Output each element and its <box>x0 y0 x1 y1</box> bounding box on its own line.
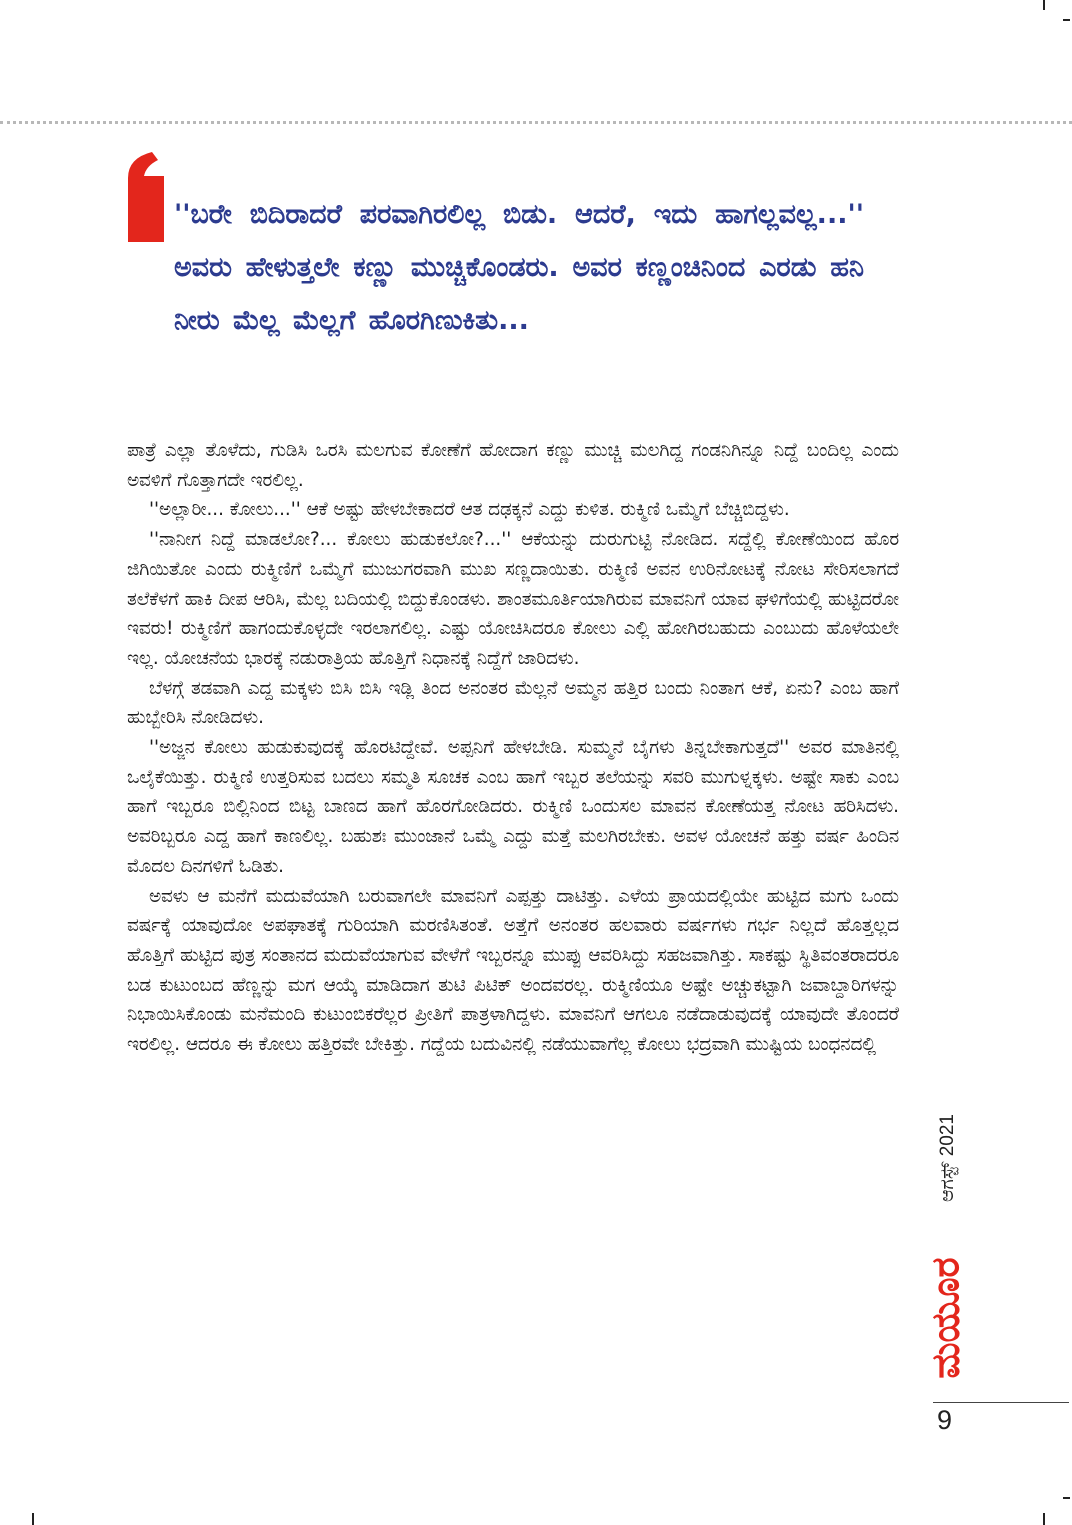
header-dotted-rule <box>0 121 1072 124</box>
quote-mark-icon <box>122 152 168 242</box>
pull-quote: ''ಬರೇ ಬಿದಿರಾದರೆ ಪರವಾಗಿರಲಿಲ್ಲ ಬಿಡು. ಆದರೆ, ಇದು ಹಾಗಲ್ಲವಲ್ಲ...'' ಅವರು ಹೇಳುತ್ತಲೇ ಕಣ್ಣು ಮುಚ್ಚಿಕೊಂಡರು. ಅವರ ಕಣ್ಣಂಚಿನಿಂದ ಎರಡು ಹನಿ ನೀರು ಮೆಲ್ಲ ಮೆಲ್ಲಗೆ ಹೊರಗಿಣುಕಿತು... <box>174 199 864 336</box>
folio-rule <box>933 1402 1069 1403</box>
article-body <box>127 436 899 1060</box>
crop-mark-top-right <box>1043 0 1045 10</box>
crop-mark-bottom-right <box>1043 1513 1045 1525</box>
article-paragraph: ಪಾತ್ರೆ ಎಲ್ಲಾ ತೊಳೆದು, ಗುಡಿಸಿ ಒರಸಿ ಮಲಗುವ ಕೋಣೆಗೆ ಹೋದಾಗ ಕಣ್ಣು ಮುಚ್ಚಿ ಮಲಗಿದ್ದ ಗಂಡನಿಗಿನ್ನೂ ನಿದ್ದೆ ಬಂದಿಲ್ಲ ಎಂದು ಅವಳಿಗೆ ಗೊತ್ತಾಗದೇ ಇರಲಿಲ್ಲ. <box>127 440 899 491</box>
crop-mark-right-upper <box>1063 19 1070 21</box>
issue-date: ಆಗಸ್ಟ್ 2021 <box>937 1114 958 1202</box>
magazine-logo: ಮಯೂರ <box>923 1257 968 1379</box>
crop-mark-right-lower <box>1063 1497 1070 1499</box>
article-paragraph: ''ಅಲ್ಲಾರೀ... ಕೋಲು...'' ಆಕೆ ಅಷ್ಟು ಹೇಳಬೇಕಾದರೆ ಆತ ದಢಕ್ಕನೆ ಎದ್ದು ಕುಳಿತ. ರುಕ್ಮಿಣಿ ಒಮ್ಮೆಗೆ ಬೆಚ್ಚಿಬಿದ್ದಳು. <box>149 499 790 521</box>
article-paragraph: ಅವಳು ಆ ಮನೆಗೆ ಮದುವೆಯಾಗಿ ಬರುವಾಗಲೇ ಮಾವನಿಗೆ ಎಪ್ಪತ್ತು ದಾಟಿತ್ತು. ಎಳೆಯ ಪ್ರಾಯದಲ್ಲಿಯೇ ಹುಟ್ಟಿದ ಮಗು ಒಂದು ವರ್ಷಕ್ಕೆ ಯಾವುದೋ ಅಪಘಾತಕ್ಕೆ ಗುರಿಯಾಗಿ ಮರಣಿಸಿತಂತೆ. ಅತ್ತೆಗೆ ಅನಂತರ ಹಲವಾರು ವರ್ಷಗಳು ಗರ್ಭ ನಿಲ್ಲದೆ ಹೊತ್ತಲ್ಲದ ಹೊತ್ತಿಗೆ ಹುಟ್ಟಿದ ಪುತ್ರ ಸಂತಾನದ ಮದುವೆಯಾಗುವ ವೇಳೆಗೆ ಇಬ್ಬರನ್ನೂ ಮುಪ್ಪು ಆವರಿಸಿದ್ದು ಸಹಜವಾಗಿತ್ತು. ಸಾಕಷ್ಟು ಸ್ಥಿತಿವಂತರಾದರೂ ಬಡ ಕುಟುಂಬದ ಹೆಣ್ಣನ್ನು ಮಗ ಆಯ್ಕೆ ಮಾಡಿದಾಗ ತುಟಿ ಪಿಟಿಕ್ ಅಂದವರಲ್ಲ. ರುಕ್ಮಿಣಿಯೂ ಅಷ್ಟೇ ಅಚ್ಚುಕಟ್ಟಾಗಿ ಜವಾಬ್ದಾರಿಗಳನ್ನು ನಿಭಾಯಿಸಿಕೊಂಡು ಮನೆಮಂದಿ ಕುಟುಂಬಿಕರೆಲ್ಲರ ಪ್ರೀತಿಗೆ ಪಾತ್ರಳಾಗಿದ್ದಳು. ಮಾವನಿಗೆ ಆಗಲೂ ನಡೆದಾಡುವುದಕ್ಕೆ ಯಾವುದೇ ತೊಂದರೆ ಇರಲಿಲ್ಲ. ಆದರೂ ಈ ಕೋಲು ಹತ್ತಿರವೇ ಬೇಕಿತ್ತು. ಗದ್ದೆಯ ಬದುವಿನಲ್ಲಿ ನಡೆಯುವಾಗೆಲ್ಲ ಕೋಲು ಭದ್ರವಾಗಿ ಮುಷ್ಟಿಯ ಬಂಧನದಲ್ಲಿ <box>127 885 899 1056</box>
page-number: 9 <box>937 1405 953 1435</box>
article-paragraph: ''ಅಜ್ಜನ ಕೋಲು ಹುಡುಕುವುದಕ್ಕೆ ಹೊರಟಿದ್ದೇವೆ. ಅಪ್ಪನಿಗೆ ಹೇಳಬೇಡಿ. ಸುಮ್ಮನೆ ಬೈಗಳು ತಿನ್ನಬೇಕಾಗುತ್ತದೆ'' ಅವರ ಮಾತಿನಲ್ಲಿ ಒಲೈಕೆಯಿತ್ತು. ರುಕ್ಮಿಣಿ ಉತ್ತರಿಸುವ ಬದಲು ಸಮ್ಮತಿ ಸೂಚಕ ಎಂಬ ಹಾಗೆ ಇಬ್ಬರ ತಲೆಯನ್ನು ಸವರಿ ಮುಗುಳ್ನಕ್ಕಳು. ಅಷ್ಟೇ ಸಾಕು ಎಂಬ ಹಾಗೆ ಇಬ್ಬರೂ ಬಿಲ್ಲಿನಿಂದ ಬಿಟ್ಟ ಬಾಣದ ಹಾಗೆ ಹೊರಗೋಡಿದರು. ರುಕ್ಮಿಣಿ ಒಂದುಸಲ ಮಾವನ ಕೋಣೆಯತ್ತ ನೋಟ ಹರಿಸಿದಳು. ಅವರಿಬ್ಬರೂ ಎದ್ದ ಹಾಗೆ ಕಾಣಲಿಲ್ಲ. ಬಹುಶಃ ಮುಂಜಾನೆ ಒಮ್ಮೆ ಎದ್ದು ಮತ್ತೆ ಮಲಗಿರಬೇಕು. ಅವಳ ಯೋಚನೆ ಹತ್ತು ವರ್ಷ ಹಿಂದಿನ ಮೊದಲ ದಿನಗಳಿಗೆ ಓಡಿತು. <box>127 737 899 877</box>
article-paragraph: ''ನಾನೀಗ ನಿದ್ದೆ ಮಾಡಲೋ?... ಕೋಲು ಹುಡುಕಲೋ?...'' ಆಕೆಯನ್ನು ದುರುಗುಟ್ಟಿ ನೋಡಿದ. ಸದ್ದೆಲ್ಲಿ ಕೋಣೆಯಿಂದ ಹೊರ ಜಿಗಿಯಿತೋ ಎಂದು ರುಕ್ಮಿಣಿಗೆ ಒಮ್ಮೆಗೆ ಮುಜುಗರವಾಗಿ ಮುಖ ಸಣ್ಣದಾಯಿತು. ರುಕ್ಮಿಣಿ ಅವನ ಉರಿನೋಟಕ್ಕೆ ನೋಟ ಸೇರಿಸಲಾಗದೆ ತಲೆಕೆಳಗೆ ಹಾಕಿ ದೀಪ ಆರಿಸಿ, ಮೆಲ್ಲ ಬದಿಯಲ್ಲಿ ಬಿದ್ದುಕೊಂಡಳು. ಶಾಂತಮೂರ್ತಿಯಾಗಿರುವ ಮಾವನಿಗೆ ಯಾವ ಘಳಿಗೆಯಲ್ಲಿ ಹುಟ್ಟಿದರೋ ಇವರು! ರುಕ್ಮಿಣಿಗೆ ಹಾಗಂದುಕೊಳ್ಳದೇ ಇರಲಾಗಲಿಲ್ಲ. ಎಷ್ಟು ಯೋಚಿಸಿದರೂ ಕೋಲು ಎಲ್ಲಿ ಹೋಗಿರಬಹುದು ಎಂಬುದು ಹೊಳೆಯಲೇ ಇಲ್ಲ. ಯೋಚನೆಯ ಭಾರಕ್ಕೆ ನಡುರಾತ್ರಿಯ ಹೊತ್ತಿಗೆ ನಿಧಾನಕ್ಕೆ ನಿದ್ದೆಗೆ ಜಾರಿದಳು. <box>127 529 899 669</box>
article-paragraph: ಬೆಳಗ್ಗೆ ತಡವಾಗಿ ಎದ್ದ ಮಕ್ಕಳು ಬಿಸಿ ಬಿಸಿ ಇಡ್ಲಿ ತಿಂದ ಅನಂತರ ಮೆಲ್ಲನೆ ಅಮ್ಮನ ಹತ್ತಿರ ಬಂದು ನಿಂತಾಗ ಆಕೆ, ಏನು? ಎಂಬ ಹಾಗೆ ಹುಬ್ಬೇರಿಸಿ ನೋಡಿದಳು. <box>127 677 899 729</box>
crop-mark-bottom-left <box>32 1513 34 1525</box>
